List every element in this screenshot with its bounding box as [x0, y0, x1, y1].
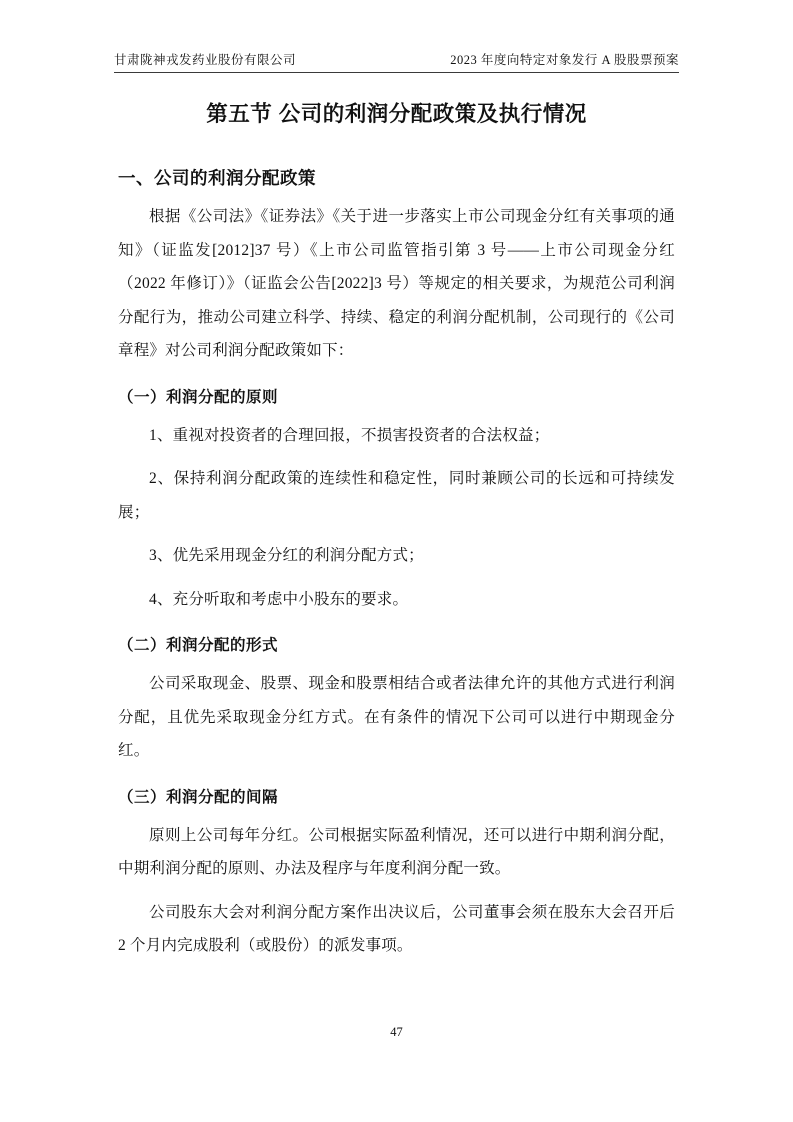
section-heading-1: 一、公司的利润分配政策	[118, 168, 316, 188]
list-item-4: 4、充分听取和考虑中小股东的要求。	[149, 590, 409, 608]
paragraph-intro: 根据《公司法》《证券法》《关于进一步落实上市公司现金分红有关事项的通知》（证监发[2012]37 号）《上市公司监管指引第 3 号——上市公司现金分红（2022 年修订）》（证监会公告[2022]3 号）等规定的相关要求，为规范公司利润分配行为，推动公司建立科学、持续、稳定的利润分配机制，公司现行的《公司章程》对公司利润分配政策如下：	[118, 208, 675, 359]
subsection-heading-interval: （三）利润分配的间隔	[118, 788, 279, 806]
page-header	[114, 52, 679, 73]
list-item-2: 2、保持利润分配政策的连续性和稳定性，同时兼顾公司的长远和可持续发展；	[118, 470, 675, 521]
paragraph-forms: 公司采取现金、股票、现金和股票相结合或者法律允许的其他方式进行利润分配，且优先采取现金分红方式。在有条件的情况下公司可以进行中期现金分红。	[118, 675, 675, 759]
list-item-1: 1、重视对投资者的合理回报，不损害投资者的合法权益；	[149, 426, 550, 444]
header-doc-title: 2023 年度向特定对象发行 A 股股票预案	[450, 53, 679, 67]
chapter-title: 第五节 公司的利润分配政策及执行情况	[206, 102, 587, 126]
page-number: 47	[390, 1025, 403, 1039]
page-footer	[0, 1025, 793, 1040]
document-content	[118, 73, 675, 963]
subsection-heading-forms: （二）利润分配的形式	[118, 637, 279, 654]
list-item-3: 3、优先采用现金分红的利润分配方式；	[149, 547, 424, 564]
header-company-name: 甘肃陇神戎发药业股份有限公司	[114, 53, 297, 67]
paragraph-interval-1: 原则上公司每年分红。公司根据实际盈利情况，还可以进行中期利润分配，中期利润分配的原则、办法及程序与年度利润分配一致。	[118, 826, 675, 877]
paragraph-interval-2: 公司股东大会对利润分配方案作出决议后，公司董事会须在股东大会召开后 2 个月内完成股利（或股份）的派发事项。	[118, 903, 675, 954]
subsection-heading-principles: （一）利润分配的原则	[118, 388, 279, 406]
